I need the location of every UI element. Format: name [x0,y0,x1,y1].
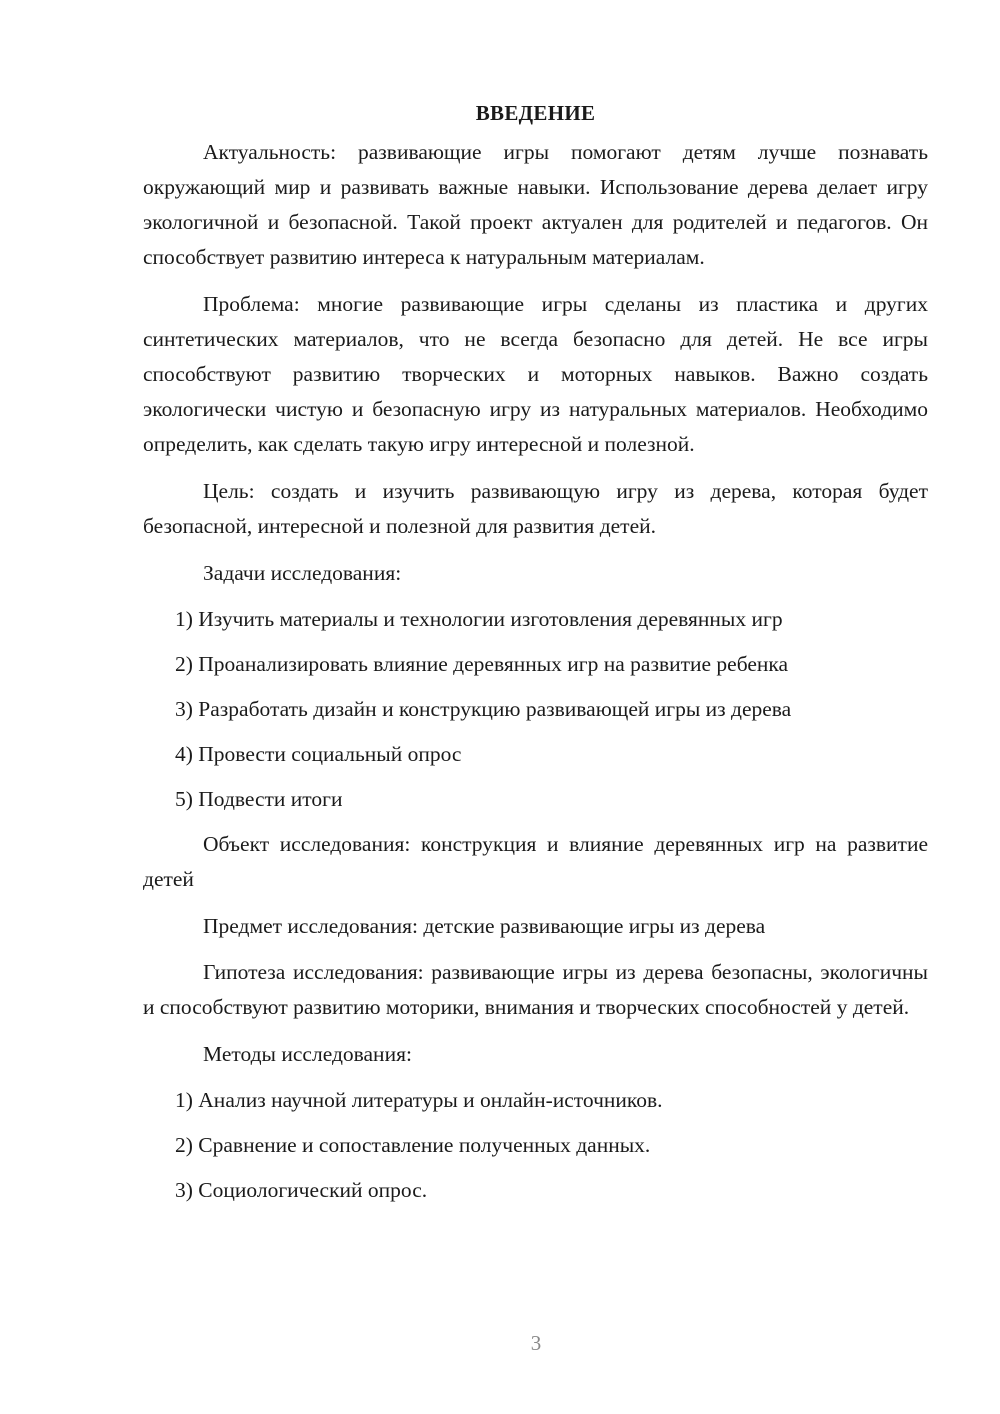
goal-paragraph: Цель: создать и изучить развивающую игру из дерева, которая будет безопасной, интересной и полезной для развития детей. [143,479,928,538]
problem-paragraph: Проблема: многие развивающие игры сделаны из пластика и других синтетических материалов, что не всегда безопасно для детей. Не все игры способствуют развитию творческих и моторных навыков. Важно создать экологически чистую и безопасную игру из натуральных материалов. Необходимо определить, как сделать такую игру интересной и полезной. [143,292,928,456]
object-paragraph: Объект исследования: конструкция и влияние деревянных игр на развитие детей [143,832,928,891]
list-item: 3) Социологический опрос. [175,1178,428,1202]
subject-paragraph: Предмет исследования: детские развивающие игры из дерева [203,914,766,938]
list-item: 4) Провести социальный опрос [175,742,462,766]
relevance-paragraph: Актуальность: развивающие игры помогают детям лучше познавать окружающий мир и развивать важные навыки. Использование дерева делает игру экологичной и безопасной. Такой проект актуален для родителей и педагогов. Он способствует развитию интереса к натуральным материалам. [143,140,928,269]
page-number: 3 [530,1331,542,1355]
page-title: ВВЕДЕНИЕ [475,101,596,125]
list-item: 2) Проанализировать влияние деревянных игр на развитие ребенка [175,652,789,676]
methods-list [143,1083,928,1208]
hypothesis-paragraph: Гипотеза исследования: развивающие игры из дерева безопасны, экологичны и способствуют развитию моторики, внимания и творческих способностей у детей. [143,960,928,1019]
list-item: 1) Изучить материалы и технологии изготовления деревянных игр [175,607,783,631]
tasks-heading: Задачи исследования: [203,561,402,585]
page-content [143,96,928,1218]
tasks-list [143,602,928,817]
list-item: 2) Сравнение и сопоставление полученных данных. [175,1133,651,1157]
list-item: 3) Разработать дизайн и конструкцию развивающей игры из дерева [175,697,792,721]
list-item: 1) Анализ научной литературы и онлайн-источников. [175,1088,663,1112]
methods-heading: Методы исследования: [203,1042,412,1066]
list-item: 5) Подвести итоги [175,787,343,811]
